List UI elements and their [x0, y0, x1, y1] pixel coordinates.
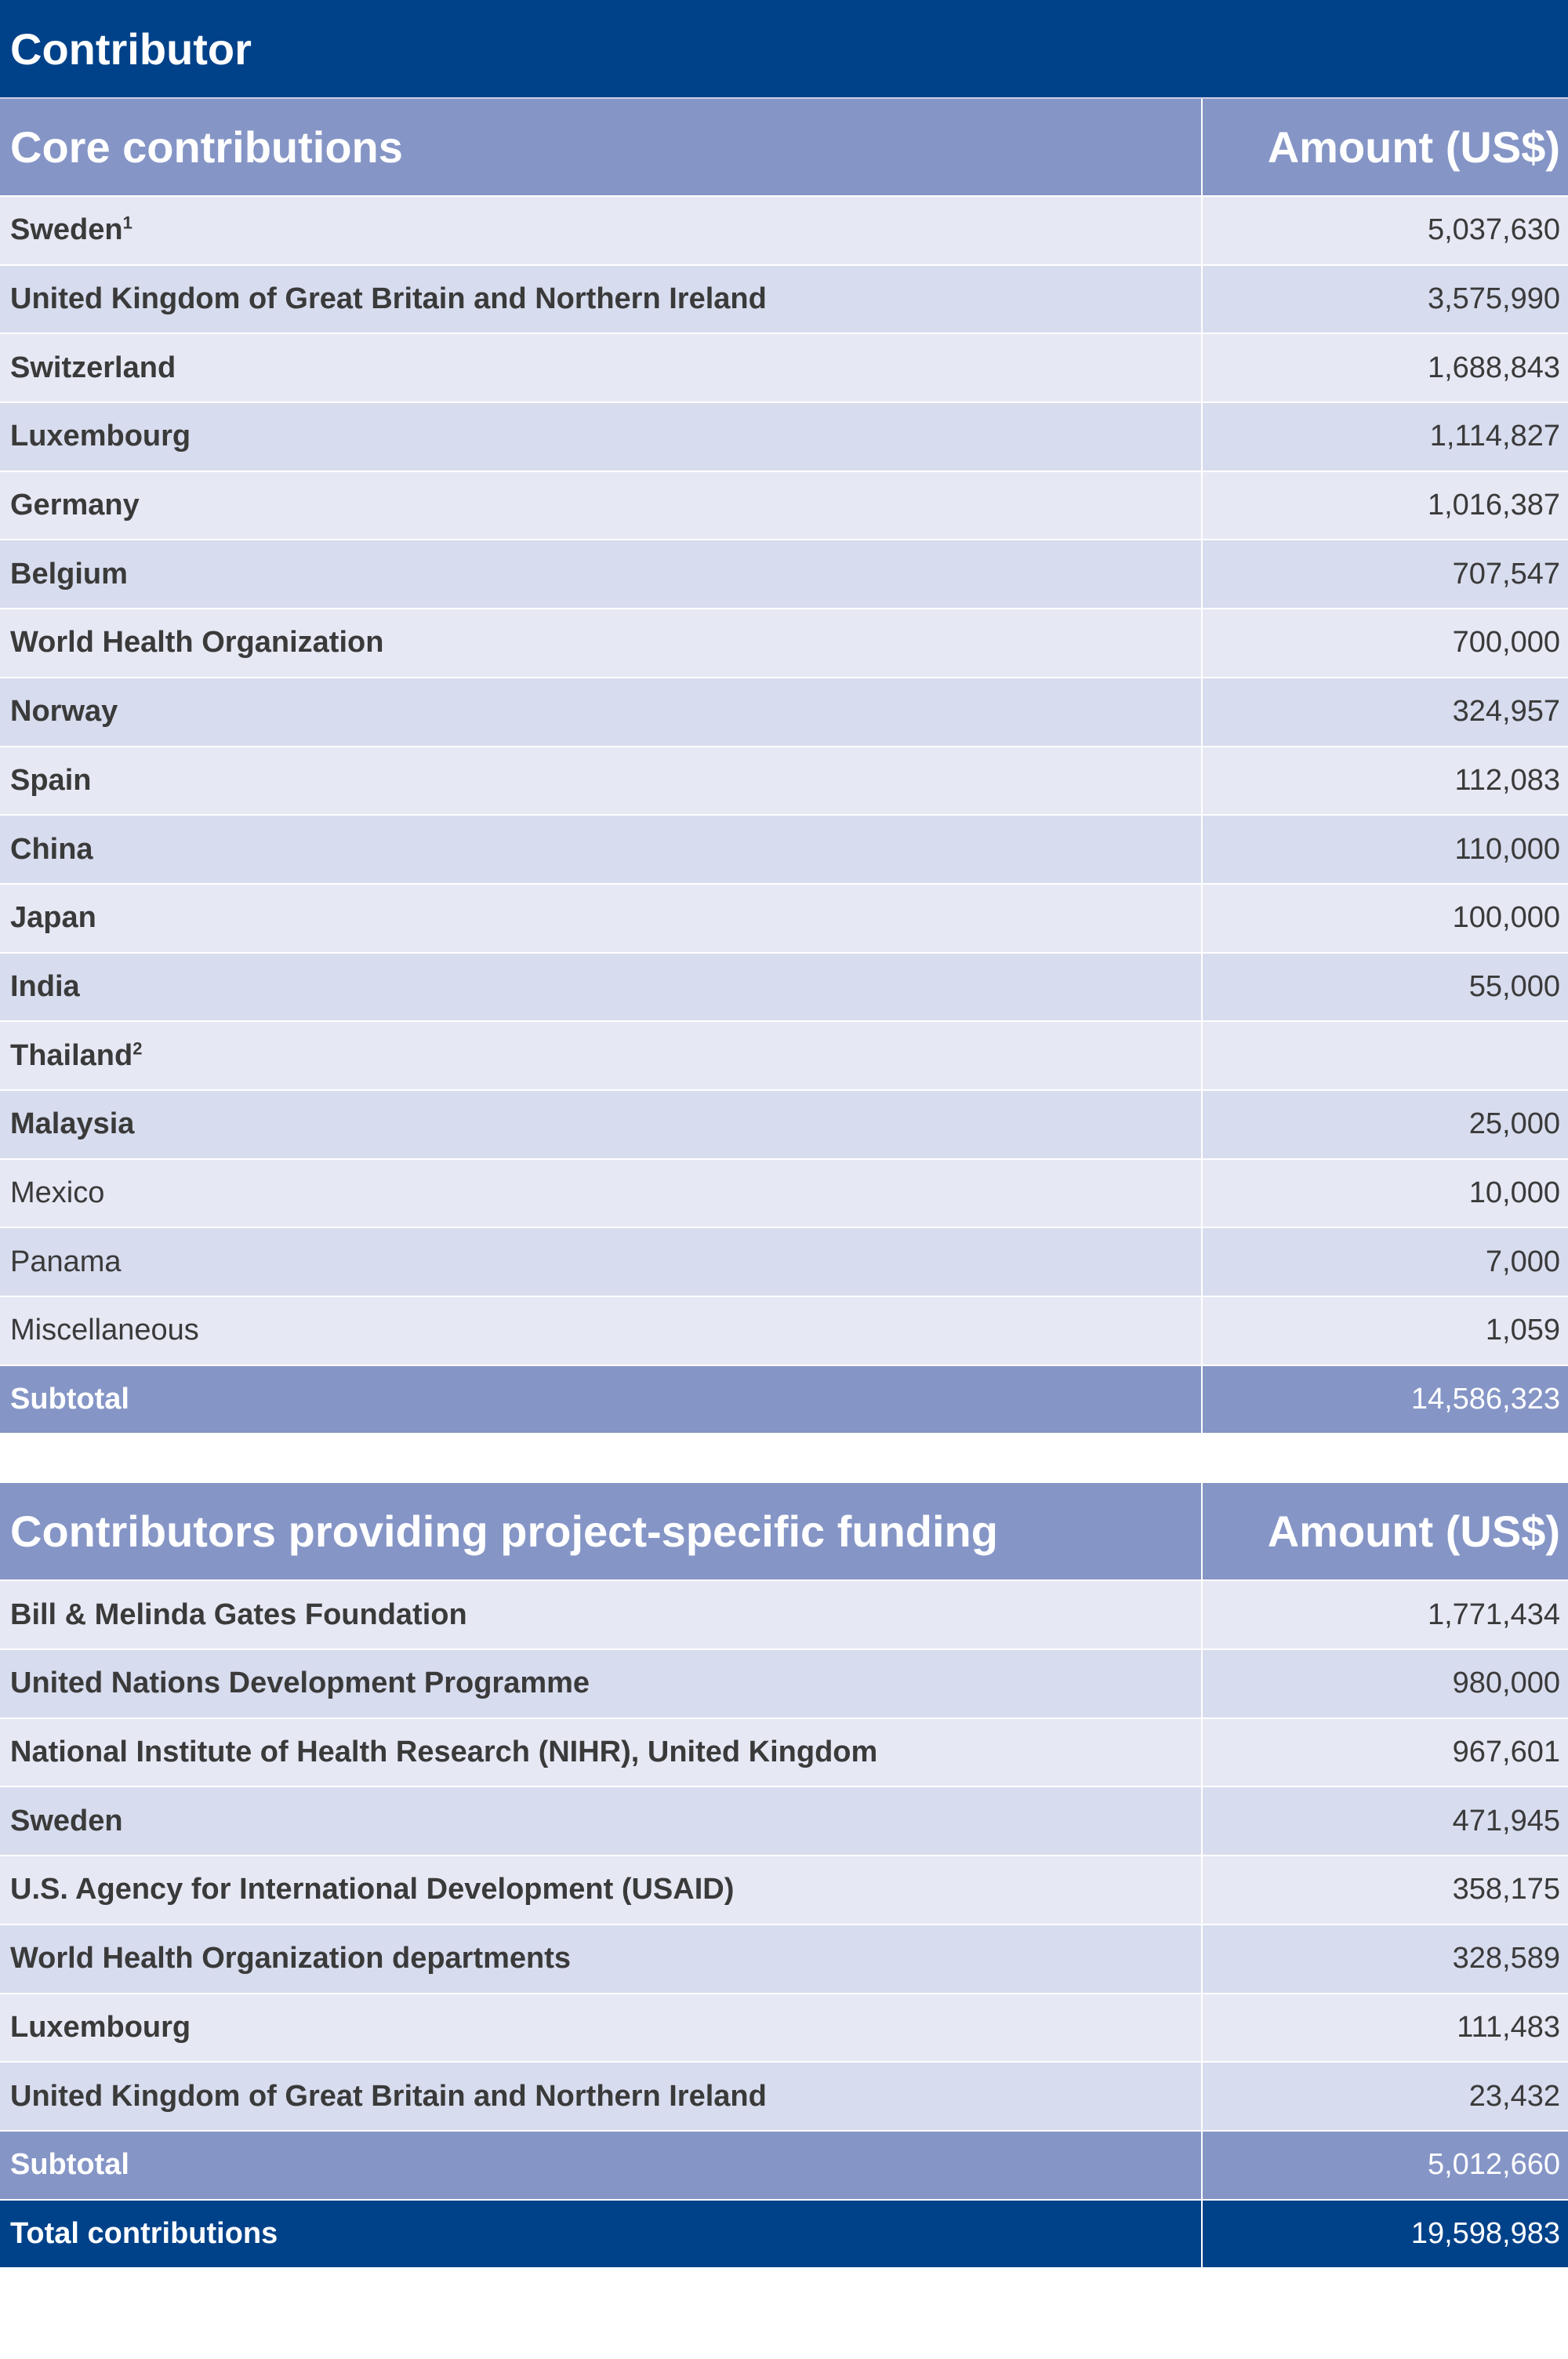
project-contributor-name — [0, 2062, 1202, 2131]
core-amount: 1,016,387 — [1202, 471, 1568, 540]
core-subtotal-label: Subtotal — [0, 1365, 1202, 1434]
contributor-name-text: Germany — [10, 489, 140, 522]
project-contributor-name — [0, 1994, 1202, 2063]
contributor-name-text: Bill & Melinda Gates Foundation — [10, 1598, 467, 1631]
table-row — [0, 1994, 1568, 2063]
core-amount: 324,957 — [1202, 678, 1568, 747]
table-row — [0, 1649, 1568, 1718]
table-row — [0, 1021, 1568, 1090]
table-row — [0, 1856, 1568, 1925]
table-row — [0, 196, 1568, 265]
table-row — [0, 1580, 1568, 1649]
core-amount: 100,000 — [1202, 884, 1568, 953]
project-funding-table — [0, 1483, 1568, 2269]
contributor-name-text: Panama — [10, 1245, 122, 1278]
contributor-name-text: U.S. Agency for International Development (USAID) — [10, 1873, 735, 1906]
core-header-amount: Amount (US$) — [1202, 99, 1568, 196]
core-amount: 25,000 — [1202, 1090, 1568, 1159]
project-subtotal-amount: 5,012,660 — [1202, 2131, 1568, 2200]
table-row — [0, 815, 1568, 884]
core-contributions-table — [0, 99, 1568, 1434]
contributor-name-text: Luxembourg — [10, 420, 191, 453]
table-row — [0, 747, 1568, 816]
core-contributor-name — [0, 1090, 1202, 1159]
core-contributor-name — [0, 884, 1202, 953]
project-amount: 967,601 — [1202, 1718, 1568, 1787]
core-amount: 112,083 — [1202, 747, 1568, 816]
contributor-name-text: Spain — [10, 763, 92, 797]
core-contributor-name — [0, 678, 1202, 747]
contributor-name-text: United Kingdom of Great Britain and Northern Ireland — [10, 282, 767, 316]
project-amount: 471,945 — [1202, 1787, 1568, 1856]
contributor-name-text: World Health Organization departments — [10, 1942, 572, 1976]
table-title: Contributor — [0, 0, 1568, 99]
contributor-name-text: Belgium — [10, 557, 128, 591]
core-amount: 10,000 — [1202, 1159, 1568, 1228]
contributor-name-text: Mexico — [10, 1176, 105, 1209]
project-subtotal-label: Subtotal — [0, 2131, 1202, 2200]
project-amount: 980,000 — [1202, 1649, 1568, 1718]
contributor-name-text: Malaysia — [10, 1107, 135, 1141]
core-amount: 707,547 — [1202, 540, 1568, 609]
core-amount: 110,000 — [1202, 815, 1568, 884]
contributor-name-text: India — [10, 969, 80, 1003]
contributor-name-text: Switzerland — [10, 351, 176, 384]
contributor-name-text: Japan — [10, 901, 96, 935]
table-row — [0, 2062, 1568, 2131]
table-row — [0, 265, 1568, 334]
total-label: Total contributions — [0, 2200, 1202, 2269]
contributor-name-text: Thailand — [10, 1038, 133, 1072]
table-row — [0, 609, 1568, 678]
core-amount: 7,000 — [1202, 1227, 1568, 1296]
project-amount: 328,589 — [1202, 1925, 1568, 1994]
project-amount: 111,483 — [1202, 1994, 1568, 2063]
project-amount: 1,771,434 — [1202, 1580, 1568, 1649]
core-subtotal-row — [0, 1365, 1568, 1434]
core-amount: 1,059 — [1202, 1296, 1568, 1365]
table-row — [0, 1718, 1568, 1787]
core-amount: 1,688,843 — [1202, 333, 1568, 402]
table-row — [0, 1090, 1568, 1159]
project-subtotal-row — [0, 2131, 1568, 2200]
contributor-name-text: Sweden — [10, 213, 123, 247]
project-contributor-name — [0, 1718, 1202, 1787]
core-amount: 700,000 — [1202, 609, 1568, 678]
core-contributor-name — [0, 815, 1202, 884]
core-contributor-name — [0, 540, 1202, 609]
core-contributor-name — [0, 1227, 1202, 1296]
table-row — [0, 678, 1568, 747]
table-row — [0, 1787, 1568, 1856]
core-contributor-name — [0, 609, 1202, 678]
core-rows — [0, 196, 1568, 1365]
table-row — [0, 1296, 1568, 1365]
project-amount: 23,432 — [1202, 2062, 1568, 2131]
contributor-name-text: National Institute of Health Research (NIHR), United Kingdom — [10, 1736, 878, 1769]
core-contributor-name — [0, 1159, 1202, 1228]
total-row — [0, 2200, 1568, 2269]
table-row — [0, 1227, 1568, 1296]
core-contributor-name — [0, 953, 1202, 1022]
contributor-name-text: Luxembourg — [10, 2010, 191, 2044]
table-row — [0, 1159, 1568, 1228]
core-amount: 1,114,827 — [1202, 402, 1568, 471]
total-amount: 19,598,983 — [1202, 2200, 1568, 2269]
core-amount — [1202, 1021, 1568, 1090]
core-contributor-name — [0, 333, 1202, 402]
contributor-name-text: United Nations Development Programme — [10, 1667, 590, 1700]
core-amount: 3,575,990 — [1202, 265, 1568, 334]
core-contributor-name — [0, 1296, 1202, 1365]
core-amount: 55,000 — [1202, 953, 1568, 1022]
core-contributor-name — [0, 471, 1202, 540]
project-amount: 358,175 — [1202, 1856, 1568, 1925]
project-contributor-name — [0, 1925, 1202, 1994]
contributor-name-text: Sweden — [10, 1804, 123, 1837]
table-row — [0, 402, 1568, 471]
project-contributor-name — [0, 1649, 1202, 1718]
project-contributor-name — [0, 1580, 1202, 1649]
project-header-name: Contributors providing project-specific funding — [0, 1483, 1202, 1580]
core-contributor-name — [0, 265, 1202, 334]
core-amount: 5,037,630 — [1202, 196, 1568, 265]
project-contributor-name — [0, 1787, 1202, 1856]
core-header-name: Core contributions — [0, 99, 1202, 196]
table-row — [0, 540, 1568, 609]
project-header-amount: Amount (US$) — [1202, 1483, 1568, 1580]
contributor-name-text: United Kingdom of Great Britain and Northern Ireland — [10, 2079, 767, 2113]
core-contributor-name — [0, 747, 1202, 816]
table-row — [0, 333, 1568, 402]
table-row — [0, 471, 1568, 540]
core-contributor-name — [0, 402, 1202, 471]
project-rows — [0, 1580, 1568, 2131]
core-subtotal-amount: 14,586,323 — [1202, 1365, 1568, 1434]
core-header-row — [0, 99, 1568, 196]
contributor-name-text: Norway — [10, 695, 118, 729]
core-contributor-name — [0, 196, 1202, 265]
table-row — [0, 884, 1568, 953]
table-row — [0, 953, 1568, 1022]
table-row — [0, 1925, 1568, 1994]
footnote-marker: 1 — [122, 213, 132, 233]
core-contributor-name — [0, 1021, 1202, 1090]
project-header-row — [0, 1483, 1568, 1580]
project-contributor-name — [0, 1856, 1202, 1925]
footnote-marker: 2 — [132, 1038, 143, 1058]
contributor-name-text: World Health Organization — [10, 626, 384, 660]
section-gap — [0, 1434, 1568, 1483]
contributor-name-text: Miscellaneous — [10, 1314, 199, 1347]
contributor-name-text: China — [10, 832, 93, 866]
